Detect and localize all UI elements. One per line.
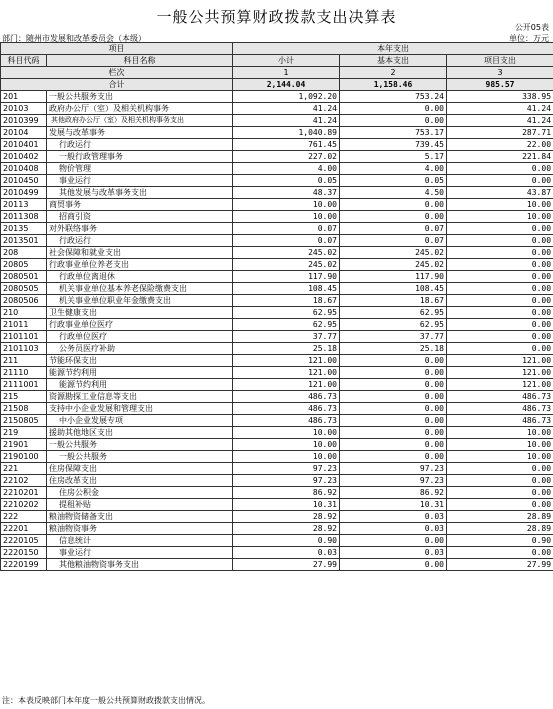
row-code: 2150805 <box>1 415 47 427</box>
row-subtotal: 41.24 <box>233 115 340 127</box>
row-name: 粮油物资储备支出 <box>47 511 233 523</box>
row-basic: 0.00 <box>340 115 447 127</box>
row-project: 10.00 <box>447 451 553 463</box>
row-name: 一般公共服务 <box>47 439 233 451</box>
row-project: 0.00 <box>447 343 553 355</box>
row-subtotal: 41.24 <box>233 103 340 115</box>
row-basic: 97.23 <box>340 463 447 475</box>
row-basic: 0.00 <box>340 403 447 415</box>
row-basic: 18.67 <box>340 295 447 307</box>
row-project: 221.84 <box>447 151 553 163</box>
row-basic: 0.07 <box>340 223 447 235</box>
header-row-top <box>1 43 553 55</box>
row-code: 2101103 <box>1 343 47 355</box>
row-code: 210 <box>1 307 47 319</box>
header-basic: 基本支出 <box>340 55 447 67</box>
table-row <box>1 295 553 307</box>
row-code: 22201 <box>1 523 47 535</box>
row-basic: 117.90 <box>340 271 447 283</box>
row-project: 41.24 <box>447 103 553 115</box>
row-subtotal: 121.00 <box>233 355 340 367</box>
row-code: 2220199 <box>1 559 47 571</box>
row-basic: 86.92 <box>340 487 447 499</box>
row-project: 0.00 <box>447 235 553 247</box>
row-basic: 0.00 <box>340 391 447 403</box>
row-name: 行政运行 <box>47 139 233 151</box>
row-project: 121.00 <box>447 379 553 391</box>
footnote: 注：本表反映部门本年度一般公共预算财政拨款支出情况。 <box>2 696 210 705</box>
total-subtotal: 2,144.04 <box>233 79 340 91</box>
row-code: 2080506 <box>1 295 47 307</box>
row-basic: 0.05 <box>340 175 447 187</box>
table-code: 公开05表 <box>514 23 549 32</box>
row-project: 0.00 <box>447 475 553 487</box>
row-code: 2010399 <box>1 115 47 127</box>
row-code: 20135 <box>1 223 47 235</box>
row-project: 338.95 <box>447 91 553 103</box>
table-row <box>1 367 553 379</box>
row-subtotal: 37.77 <box>233 331 340 343</box>
table-row <box>1 163 553 175</box>
row-subtotal: 227.02 <box>233 151 340 163</box>
row-name: 招商引资 <box>47 211 233 223</box>
row-code: 21011 <box>1 319 47 331</box>
row-code: 20103 <box>1 103 47 115</box>
row-name: 行政运行 <box>47 235 233 247</box>
table-row <box>1 427 553 439</box>
row-project: 121.00 <box>447 355 553 367</box>
row-name: 资源勘探工业信息等支出 <box>47 391 233 403</box>
row-code: 2190100 <box>1 451 47 463</box>
row-project: 27.99 <box>447 559 553 571</box>
table-row <box>1 403 553 415</box>
row-name: 行政事业单位养老支出 <box>47 259 233 271</box>
header-col1: 1 <box>233 67 340 79</box>
row-name: 物价管理 <box>47 163 233 175</box>
row-project: 0.00 <box>447 295 553 307</box>
row-code: 21110 <box>1 367 47 379</box>
row-code: 211 <box>1 355 47 367</box>
row-project: 0.00 <box>447 271 553 283</box>
row-name: 公务员医疗补助 <box>47 343 233 355</box>
table-row <box>1 523 553 535</box>
row-subtotal: 62.95 <box>233 319 340 331</box>
row-subtotal: 10.00 <box>233 211 340 223</box>
row-basic: 0.00 <box>340 535 447 547</box>
total-project: 985.57 <box>447 79 553 91</box>
row-subtotal: 18.67 <box>233 295 340 307</box>
row-project: 0.00 <box>447 487 553 499</box>
row-basic: 753.24 <box>340 91 447 103</box>
row-code: 21508 <box>1 403 47 415</box>
row-name: 其他政府办公厅（室）及相关机构事务支出 <box>47 115 233 127</box>
row-basic: 0.00 <box>340 451 447 463</box>
row-subtotal: 0.05 <box>233 175 340 187</box>
table-row <box>1 259 553 271</box>
row-project: 0.00 <box>447 319 553 331</box>
row-code: 2013501 <box>1 235 47 247</box>
table-row <box>1 235 553 247</box>
row-project: 0.00 <box>447 163 553 175</box>
row-code: 222 <box>1 511 47 523</box>
row-name: 一般行政管理事务 <box>47 151 233 163</box>
table-row <box>1 187 553 199</box>
row-subtotal: 4.00 <box>233 163 340 175</box>
row-code: 20104 <box>1 127 47 139</box>
row-basic: 0.00 <box>340 439 447 451</box>
row-basic: 108.45 <box>340 283 447 295</box>
row-subtotal: 1,040.89 <box>233 127 340 139</box>
table-row <box>1 499 553 511</box>
row-name: 发展与改革事务 <box>47 127 233 139</box>
row-code: 21901 <box>1 439 47 451</box>
table-row <box>1 115 553 127</box>
table-row <box>1 559 553 571</box>
header-col2: 2 <box>340 67 447 79</box>
row-basic: 0.00 <box>340 367 447 379</box>
row-basic: 739.45 <box>340 139 447 151</box>
row-basic: 0.03 <box>340 547 447 559</box>
table-row <box>1 307 553 319</box>
row-project: 0.00 <box>447 331 553 343</box>
table-row <box>1 103 553 115</box>
total-label: 合计 <box>1 79 233 91</box>
row-basic: 0.03 <box>340 511 447 523</box>
row-subtotal: 486.73 <box>233 415 340 427</box>
row-subtotal: 0.90 <box>233 535 340 547</box>
row-name: 社会保障和就业支出 <box>47 247 233 259</box>
row-subtotal: 28.92 <box>233 511 340 523</box>
row-subtotal: 0.07 <box>233 223 340 235</box>
row-name: 其他粮油物资事务支出 <box>47 559 233 571</box>
row-basic: 245.02 <box>340 247 447 259</box>
row-basic: 4.00 <box>340 163 447 175</box>
row-code: 2010499 <box>1 187 47 199</box>
row-basic: 62.95 <box>340 307 447 319</box>
table-row <box>1 247 553 259</box>
row-subtotal: 117.90 <box>233 271 340 283</box>
row-basic: 0.00 <box>340 379 447 391</box>
row-code: 215 <box>1 391 47 403</box>
header-code: 科目代码 <box>1 55 47 67</box>
row-project: 0.00 <box>447 463 553 475</box>
row-project: 0.00 <box>447 307 553 319</box>
row-name: 政府办公厅（室）及相关机构事务 <box>47 103 233 115</box>
table-row <box>1 439 553 451</box>
row-name: 一般公共服务 <box>47 451 233 463</box>
table-row <box>1 127 553 139</box>
total-row <box>1 79 553 91</box>
row-subtotal: 27.99 <box>233 559 340 571</box>
row-basic: 0.00 <box>340 415 447 427</box>
row-code: 2010402 <box>1 151 47 163</box>
table-row <box>1 475 553 487</box>
row-project: 486.73 <box>447 391 553 403</box>
table-row <box>1 463 553 475</box>
table-row <box>1 547 553 559</box>
row-name: 机关事业单位职业年金缴费支出 <box>47 295 233 307</box>
row-project: 0.00 <box>447 283 553 295</box>
row-name: 对外联络事务 <box>47 223 233 235</box>
row-project: 10.00 <box>447 427 553 439</box>
table-row <box>1 391 553 403</box>
row-name: 卫生健康支出 <box>47 307 233 319</box>
table-row <box>1 283 553 295</box>
row-code: 2010408 <box>1 163 47 175</box>
row-basic: 0.00 <box>340 427 447 439</box>
table-body <box>1 91 553 571</box>
row-name: 住房改革支出 <box>47 475 233 487</box>
row-code: 2010450 <box>1 175 47 187</box>
table-row <box>1 223 553 235</box>
table-row <box>1 91 553 103</box>
row-project: 0.00 <box>447 223 553 235</box>
table-row <box>1 199 553 211</box>
row-name: 粮油物资事务 <box>47 523 233 535</box>
row-code: 2111001 <box>1 379 47 391</box>
row-project: 10.00 <box>447 211 553 223</box>
row-basic: 753.17 <box>340 127 447 139</box>
row-project: 0.00 <box>447 247 553 259</box>
row-name: 中小企业发展专项 <box>47 415 233 427</box>
row-subtotal: 0.07 <box>233 235 340 247</box>
row-subtotal: 48.37 <box>233 187 340 199</box>
row-project: 0.00 <box>447 175 553 187</box>
row-subtotal: 10.00 <box>233 427 340 439</box>
row-basic: 245.02 <box>340 259 447 271</box>
row-name: 能源节约利用 <box>47 367 233 379</box>
row-code: 2010401 <box>1 139 47 151</box>
row-project: 10.00 <box>447 439 553 451</box>
header-name: 科目名称 <box>47 55 233 67</box>
row-project: 41.24 <box>447 115 553 127</box>
row-name: 住房公积金 <box>47 487 233 499</box>
row-code: 22102 <box>1 475 47 487</box>
row-basic: 0.00 <box>340 355 447 367</box>
header-col3: 3 <box>447 67 553 79</box>
table-row <box>1 343 553 355</box>
row-name: 住房保障支出 <box>47 463 233 475</box>
row-project: 486.73 <box>447 415 553 427</box>
row-basic: 0.00 <box>340 199 447 211</box>
row-basic: 0.00 <box>340 103 447 115</box>
row-subtotal: 121.00 <box>233 379 340 391</box>
row-project: 0.90 <box>447 535 553 547</box>
row-project: 10.00 <box>447 199 553 211</box>
table-row <box>1 139 553 151</box>
row-project: 43.87 <box>447 187 553 199</box>
header-row-numbers <box>1 67 553 79</box>
header-current-year: 本年支出 <box>233 43 553 55</box>
table-row <box>1 451 553 463</box>
row-name: 提租补贴 <box>47 499 233 511</box>
row-subtotal: 108.45 <box>233 283 340 295</box>
row-basic: 0.07 <box>340 235 447 247</box>
table-row <box>1 511 553 523</box>
table-row <box>1 415 553 427</box>
row-code: 219 <box>1 427 47 439</box>
row-name: 行政单位医疗 <box>47 331 233 343</box>
row-subtotal: 486.73 <box>233 403 340 415</box>
table-row <box>1 319 553 331</box>
row-name: 商贸事务 <box>47 199 233 211</box>
row-subtotal: 10.00 <box>233 439 340 451</box>
row-code: 2210202 <box>1 499 47 511</box>
row-project: 0.00 <box>447 259 553 271</box>
expenditure-table <box>0 42 553 571</box>
row-subtotal: 97.23 <box>233 475 340 487</box>
row-name: 机关事业单位基本养老保险缴费支出 <box>47 283 233 295</box>
row-basic: 0.00 <box>340 559 447 571</box>
row-project: 287.71 <box>447 127 553 139</box>
row-project: 22.00 <box>447 139 553 151</box>
row-project: 121.00 <box>447 367 553 379</box>
row-code: 2220105 <box>1 535 47 547</box>
row-basic: 5.17 <box>340 151 447 163</box>
row-basic: 4.50 <box>340 187 447 199</box>
row-name: 节能环保支出 <box>47 355 233 367</box>
row-subtotal: 761.45 <box>233 139 340 151</box>
row-subtotal: 10.00 <box>233 451 340 463</box>
table-row <box>1 151 553 163</box>
row-basic: 10.31 <box>340 499 447 511</box>
row-name: 事业运行 <box>47 547 233 559</box>
header-row-columns <box>1 55 553 67</box>
row-basic: 62.95 <box>340 319 447 331</box>
row-basic: 0.00 <box>340 211 447 223</box>
row-basic: 25.18 <box>340 343 447 355</box>
row-code: 201 <box>1 91 47 103</box>
department-label: 部门：随州市发展和改革委员会（本级） <box>2 34 146 43</box>
row-code: 2011308 <box>1 211 47 223</box>
row-basic: 97.23 <box>340 475 447 487</box>
header-row-num: 栏次 <box>1 67 233 79</box>
row-subtotal: 86.92 <box>233 487 340 499</box>
row-name: 一般公共服务支出 <box>47 91 233 103</box>
table-row <box>1 175 553 187</box>
row-name: 其他发展与改革事务支出 <box>47 187 233 199</box>
row-project: 28.89 <box>447 511 553 523</box>
row-subtotal: 97.23 <box>233 463 340 475</box>
row-subtotal: 1,092.20 <box>233 91 340 103</box>
row-subtotal: 10.00 <box>233 199 340 211</box>
row-subtotal: 486.73 <box>233 391 340 403</box>
table-row <box>1 271 553 283</box>
row-subtotal: 28.92 <box>233 523 340 535</box>
row-name: 行政单位离退休 <box>47 271 233 283</box>
unit-label: 单位：万元 <box>509 34 549 43</box>
table-row <box>1 331 553 343</box>
row-subtotal: 121.00 <box>233 367 340 379</box>
table-row <box>1 535 553 547</box>
row-code: 208 <box>1 247 47 259</box>
row-code: 20805 <box>1 259 47 271</box>
row-name: 行政事业单位医疗 <box>47 319 233 331</box>
row-code: 20113 <box>1 199 47 211</box>
table-row <box>1 355 553 367</box>
row-name: 支持中小企业发展和管理支出 <box>47 403 233 415</box>
row-subtotal: 25.18 <box>233 343 340 355</box>
row-subtotal: 245.02 <box>233 259 340 271</box>
row-subtotal: 62.95 <box>233 307 340 319</box>
table-row <box>1 487 553 499</box>
header-item: 项目 <box>1 43 233 55</box>
row-subtotal: 10.31 <box>233 499 340 511</box>
row-name: 信息统计 <box>47 535 233 547</box>
row-code: 2101101 <box>1 331 47 343</box>
table-row <box>1 379 553 391</box>
row-basic: 0.03 <box>340 523 447 535</box>
row-subtotal: 245.02 <box>233 247 340 259</box>
header-subtotal: 小计 <box>233 55 340 67</box>
row-code: 2220150 <box>1 547 47 559</box>
row-code: 221 <box>1 463 47 475</box>
row-code: 2210201 <box>1 487 47 499</box>
row-project: 28.89 <box>447 523 553 535</box>
row-project: 0.00 <box>447 547 553 559</box>
row-code: 2080501 <box>1 271 47 283</box>
row-subtotal: 0.03 <box>233 547 340 559</box>
table-row <box>1 211 553 223</box>
header-project: 项目支出 <box>447 55 553 67</box>
row-name: 事业运行 <box>47 175 233 187</box>
row-code: 2080505 <box>1 283 47 295</box>
row-name: 援助其他地区支出 <box>47 427 233 439</box>
row-project: 0.00 <box>447 499 553 511</box>
row-project: 486.73 <box>447 403 553 415</box>
row-name: 能源节约利用 <box>47 379 233 391</box>
report-title: 一般公共预算财政拨款支出决算表 <box>156 8 397 26</box>
row-basic: 37.77 <box>340 331 447 343</box>
total-basic: 1,158.46 <box>340 79 447 91</box>
